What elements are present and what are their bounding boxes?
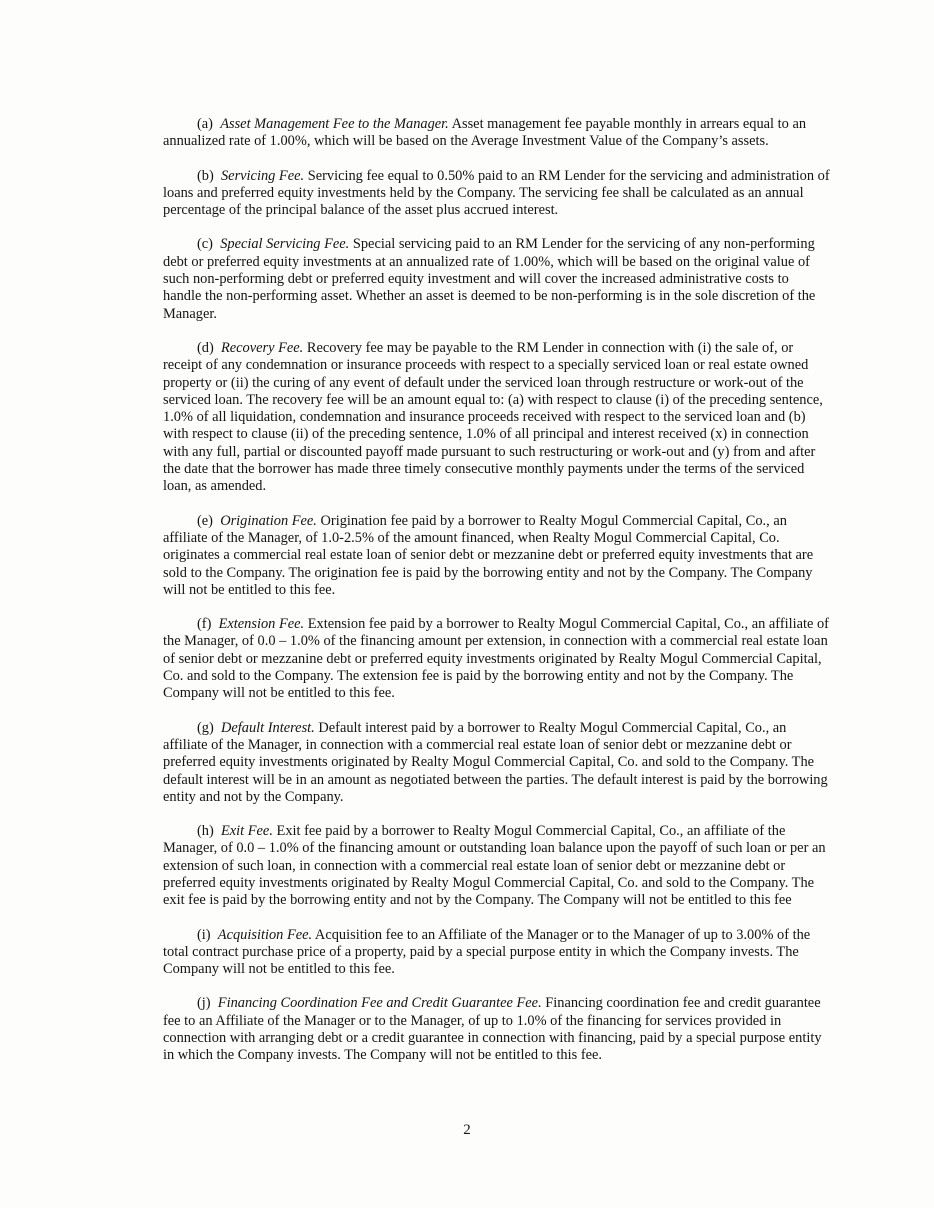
paragraph-text: Servicing fee equal to 0.50% paid to an RM Lender for the servicing and administration of loans and preferred equity investments held by the Company. The servicing fee shall be calculated as an annual percentage of the principal balance of the asset plus accrued interest.	[163, 167, 830, 219]
paragraph-title: Recovery Fee.	[220, 339, 304, 356]
paragraph-origination-fee	[163, 513, 830, 599]
paragraph-text: Exit fee paid by a borrower to Realty Mogul Commercial Capital, Co., an affiliate of the Manager, of 0.0 – 1.0% of the financing amount or outstanding loan balance upon the payoff of such loan or per an extension of such loan, in connection with a commercial real estate loan of senior debt or mezzanine debt or preferred equity investments originated by Realty Mogul Commercial Capital, Co. and sold to the Company. The exit fee is paid by the borrowing entity and not by the Company. The Company will not be entitled to this fee	[163, 823, 826, 909]
paragraph-text: Asset management fee payable monthly in arrears equal to an annualized rate of 1.00%, which will be based on the Average Investment Value of the Company’s assets.	[163, 116, 807, 150]
paragraph-label: (e)	[197, 512, 213, 529]
page-number: 2	[463, 1122, 471, 1138]
paragraph-text: Default interest paid by a borrower to Realty Mogul Commercial Capital, Co., an affiliate of the Manager, in connection with a commercial real estate loan of senior debt or mezzanine debt or preferred equity investments originated by Realty Mogul Commercial Capital, Co. and sold to the Company. The default interest will be in an amount as negotiated between the parties. The default interest is paid by the borrowing entity and not by the Company.	[163, 719, 828, 805]
paragraph-label: (c)	[197, 236, 213, 253]
paragraph-text: Special servicing paid to an RM Lender for the servicing of any non-performing debt or preferred equity investments at an annualized rate of 1.00%, which will be based on the original value of such non-performing debt or preferred equity investment and will cover the increased administrative costs to handle the non-performing asset. Whether an asset is deemed to be non-performing is in the sole discretion of the Manager.	[163, 236, 816, 322]
paragraph-servicing-fee	[163, 168, 830, 220]
paragraph-title: Financing Coordination Fee and Credit Guarantee Fee.	[217, 995, 542, 1012]
paragraph-label: (g)	[197, 719, 214, 736]
paragraph-default-interest	[163, 720, 830, 806]
paragraph-text: Extension fee paid by a borrower to Realty Mogul Commercial Capital, Co., an affiliate of the Manager, of 0.0 – 1.0% of the financing amount per extension, in connection with a commercial real estate loan of senior debt or mezzanine debt or preferred equity investments originated by Realty Mogul Commercial Capital, Co. and sold to the Company. The extension fee is paid by the borrowing entity and not by the Company. The Company will not be entitled to this fee.	[163, 616, 829, 702]
paragraph-asset-management-fee	[163, 116, 830, 151]
paragraph-label: (d)	[197, 339, 214, 356]
paragraph-label: (j)	[197, 995, 211, 1012]
paragraph-title: Asset Management Fee to the Manager.	[220, 116, 449, 132]
paragraph-label: (f)	[197, 616, 212, 633]
paragraph-text: Acquisition fee to an Affiliate of the Manager or to the Manager of up to 3.00% of the total contract purchase price of a property, paid by a special purpose entity in which the Company invests. The Company will not be entitled to this fee.	[163, 926, 811, 978]
paragraph-title: Exit Fee.	[220, 823, 273, 840]
document-body	[163, 116, 830, 1082]
paragraph-text: Financing coordination fee and credit guarantee fee to an Affiliate of the Manager or to the Manager, of up to 1.0% of the financing for services provided in connection with arranging debt or a credit guarantee in connection with financing, paid by a special purpose entity in which the Company invests. The Company will not be entitled to this fee.	[163, 995, 822, 1064]
paragraph-title: Origination Fee.	[220, 512, 317, 529]
paragraph-exit-fee	[163, 823, 830, 909]
paragraph-title: Default Interest.	[220, 719, 315, 736]
paragraph-title: Special Servicing Fee.	[220, 236, 350, 253]
paragraph-label: (h)	[197, 823, 214, 840]
paragraph-label: (i)	[197, 926, 211, 943]
paragraph-label: (b)	[197, 167, 214, 184]
paragraph-financing-coordination-fee	[163, 995, 830, 1064]
paragraph-text: Recovery fee may be payable to the RM Lender in connection with (i) the sale of, or receipt of any condemnation or insurance proceeds with respect to a specially serviced loan or real estate owned property or (ii) the curing of any event of default under the serviced loan through restructure or work-out of the serviced loan. The recovery fee will be an amount equal to: (a) with respect to clause (i) of the preceding sentence, 1.0% of all liquidation, condemnation and insurance proceeds received with respect to the serviced loan and (b) with respect to clause (ii) of the preceding sentence, 1.0% of all principal and interest received (x) in connection with any full, partial or discounted payoff made pursuant to such restructuring or work-out and (y) from and after the date that the borrower has made three timely consecutive monthly payments under the terms of the serviced loan, as amended.	[163, 339, 823, 495]
paragraph-text: Origination fee paid by a borrower to Realty Mogul Commercial Capital, Co., an affiliate of the Manager, of 1.0-2.5% of the amount financed, when Realty Mogul Commercial Capital, Co. originates a commercial real estate loan of senior debt or mezzanine debt or preferred equity investments that are sold to the Company. The origination fee is paid by the borrowing entity and not by the Company. The Company will not be entitled to this fee.	[163, 512, 814, 598]
paragraph-recovery-fee	[163, 340, 830, 496]
paragraph-title: Acquisition Fee.	[217, 926, 313, 943]
paragraph-acquisition-fee	[163, 927, 830, 979]
paragraph-extension-fee	[163, 616, 830, 702]
paragraph-title: Servicing Fee.	[220, 167, 305, 184]
paragraph-label: (a)	[197, 116, 213, 132]
paragraph-special-servicing-fee	[163, 236, 830, 322]
paragraph-title: Extension Fee.	[218, 616, 305, 633]
